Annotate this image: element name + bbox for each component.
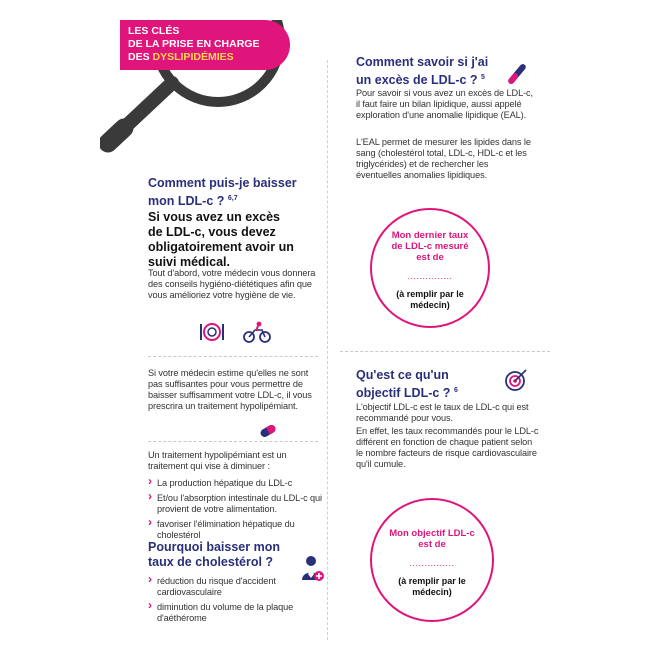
paragraph-bilan: Pour savoir si vous avez un excès de LDL-c, il faut faire un bilan lipidique, aussi appelé exploration d'une anomalie lipidique (EAL). bbox=[356, 88, 533, 120]
title-line-1: LES CLÉS bbox=[128, 25, 180, 37]
objective-title: Qu'est ce qu'un objectif LDL-c ? $^6$ bbox=[356, 368, 458, 401]
why-bullets bbox=[148, 576, 318, 628]
list-item: › diminution du volume de la plaque d'aéthérome bbox=[148, 602, 318, 624]
ldl-measured-circle bbox=[370, 208, 490, 328]
paragraph-eal: L'EAL permet de mesurer les lipides dans le sang (cholestérol total, LDL-c, HDL-c et les triglycérides) et de rechercher les éventuelles anomalies lipidiques. bbox=[356, 137, 531, 180]
paragraph-treatment: Si votre médecin estime qu'elles ne sont pas suffisantes pour vous permettre de baisser suffisamment votre LDL-c, il vous prescrira un traitement hypolipémiant. bbox=[148, 368, 312, 411]
title-line-3: DES DYSLIPIDÉMIES bbox=[128, 51, 234, 63]
know-title: Comment savoir si j'ai un excès de LDL-c ? $^5$ bbox=[356, 55, 489, 88]
ldl-objective-circle bbox=[370, 498, 494, 622]
column-divider bbox=[327, 60, 328, 640]
target-icon bbox=[504, 368, 528, 392]
treatment-bullets bbox=[148, 478, 328, 545]
paragraph-recommended: En effet, les taux recommandés pour le LDL-c différent en fonction de chaque patient selon le nombre facteurs de risque cardiovasculaire qu'il cumule. bbox=[356, 426, 539, 469]
left-divider-2 bbox=[148, 441, 318, 442]
list-item: › favoriser l'élimination hépatique du cholestérol bbox=[148, 519, 328, 541]
paragraph-objective: L'objectif LDL-c est le taux de LDL-c qui est recommandé pour vous. bbox=[356, 402, 529, 423]
ldl-measured-note: (à remplir par le médecin) bbox=[396, 289, 464, 310]
ldl-objective-blank[interactable]: ............... bbox=[409, 558, 455, 568]
title-line-2: DE LA PRISE EN CHARGE bbox=[128, 38, 260, 50]
plate-cutlery-icon bbox=[198, 320, 226, 344]
ldl-objective-label: Mon objectif LDL-c est de bbox=[389, 528, 475, 550]
ldl-objective-note: (à remplir par le médecin) bbox=[398, 576, 466, 597]
paragraph-aim: Un traitement hypolipémiant est un traitement qui vise à diminuer : bbox=[148, 450, 287, 471]
why-title: Pourquoi baisser mon taux de cholestérol ? bbox=[148, 540, 280, 569]
lead-text: Si vous avez un excès de LDL-c, vous devez obligatoirement avoir un suivi médical. bbox=[148, 210, 294, 269]
right-divider bbox=[340, 351, 550, 352]
ldl-measured-label: Mon dernier taux de LDL-c mesuré est de bbox=[391, 230, 469, 263]
bicycle-icon bbox=[242, 320, 272, 344]
left-divider-1 bbox=[148, 356, 318, 357]
test-tube-icon bbox=[504, 62, 530, 86]
page bbox=[100, 20, 552, 634]
list-item: › Et/ou l'absorption intestinale du LDL-c qui provient de votre alimentation. bbox=[148, 493, 328, 515]
list-item: › La production hépatique du LDL-c bbox=[148, 478, 328, 489]
list-item: › réduction du risque d'accident cardiovasculaire bbox=[148, 576, 318, 598]
how-title: Comment puis-je baisser mon LDL-c ? $^{6,7}$ bbox=[148, 176, 297, 209]
title-highlight: DYSLIPIDÉMIES bbox=[152, 51, 234, 63]
page-title bbox=[128, 25, 296, 64]
pill-icon bbox=[258, 424, 278, 438]
ldl-measured-blank[interactable]: ............... bbox=[407, 271, 453, 281]
paragraph-hygiene: Tout d'abord, votre médecin vous donnera des conseils hygiéno-diététiques afin que vous amélioriez votre hygiène de vie. bbox=[148, 268, 316, 300]
